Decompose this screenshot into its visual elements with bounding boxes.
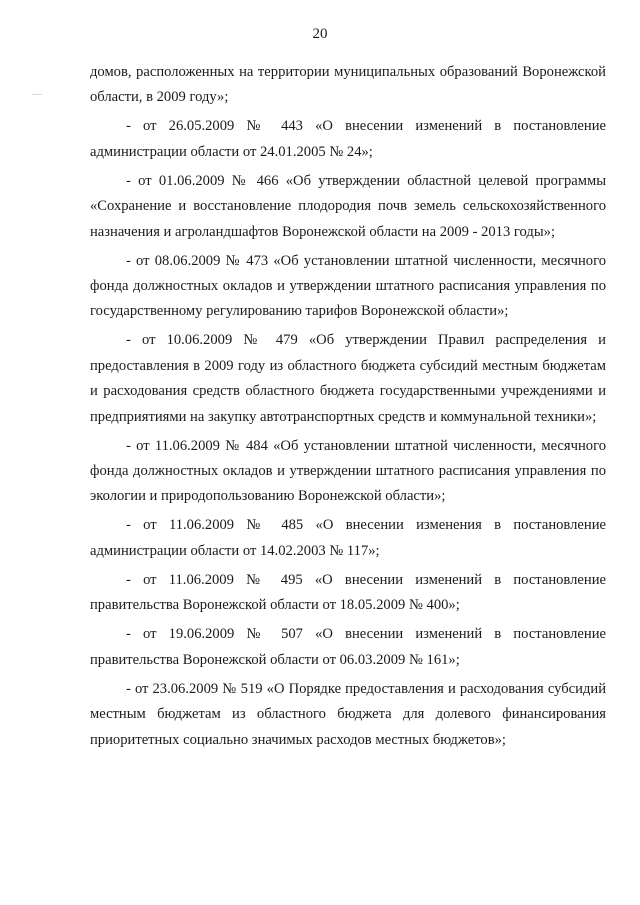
- list-item-443: - от 26.05.2009 № 443 «О внесении изменений в постановление администрации области от 24.01.2005 № 24»;: [90, 118, 606, 160]
- margin-mark: [32, 94, 42, 95]
- page-number: 20: [312, 26, 328, 42]
- list-item-473: - от 08.06.2009 № 473 «Об установлении штатной численности, месячного фонда должностных окладов и утверждении штатного расписания управления по государственному регулированию тарифов Воронежской области»;: [90, 252, 606, 320]
- document-body: [90, 60, 606, 757]
- paragraph-continuation: домов, расположенных на территории муниципальных образований Воронежской области, в 2009 году»;: [90, 64, 606, 106]
- list-item-479: - от 10.06.2009 № 479 «Об утверждении Правил распределения и предоставления в 2009 году из областного бюджета субсидий местным бюджетам и расходования средств областного бюджета государственными учреждениями и предприятиями на закупку автотранспортных средств и коммунальной техники»;: [90, 332, 606, 425]
- list-item-507: - от 19.06.2009 № 507 «О внесении изменений в постановление правительства Воронежской области от 06.03.2009 № 161»;: [90, 626, 606, 668]
- list-item-519: - от 23.06.2009 № 519 «О Порядке предоставления и расходования субсидий местным бюджетам из областного бюджета для долевого финансирования приоритетных социально значимых расходов местных бюджетов»;: [90, 680, 606, 748]
- list-item-485: - от 11.06.2009 № 485 «О внесении изменения в постановление администрации области от 14.02.2003 № 117»;: [90, 517, 606, 559]
- list-item-484: - от 11.06.2009 № 484 «Об установлении штатной численности, месячного фонда должностных окладов и утверждении штатного расписания управления по экологии и природопользованию Воронежской области»;: [90, 437, 606, 505]
- list-item-495: - от 11.06.2009 № 495 «О внесении изменений в постановление правительства Воронежской области от 18.05.2009 № 400»;: [90, 571, 606, 614]
- list-item-466: - от 01.06.2009 № 466 «Об утверждении областной целевой программы «Сохранение и восстановление плодородия почв земель сельскохозяйственного назначения и агроландшафтов Воронежской области на 2009 - 2013 годы»;: [90, 172, 606, 240]
